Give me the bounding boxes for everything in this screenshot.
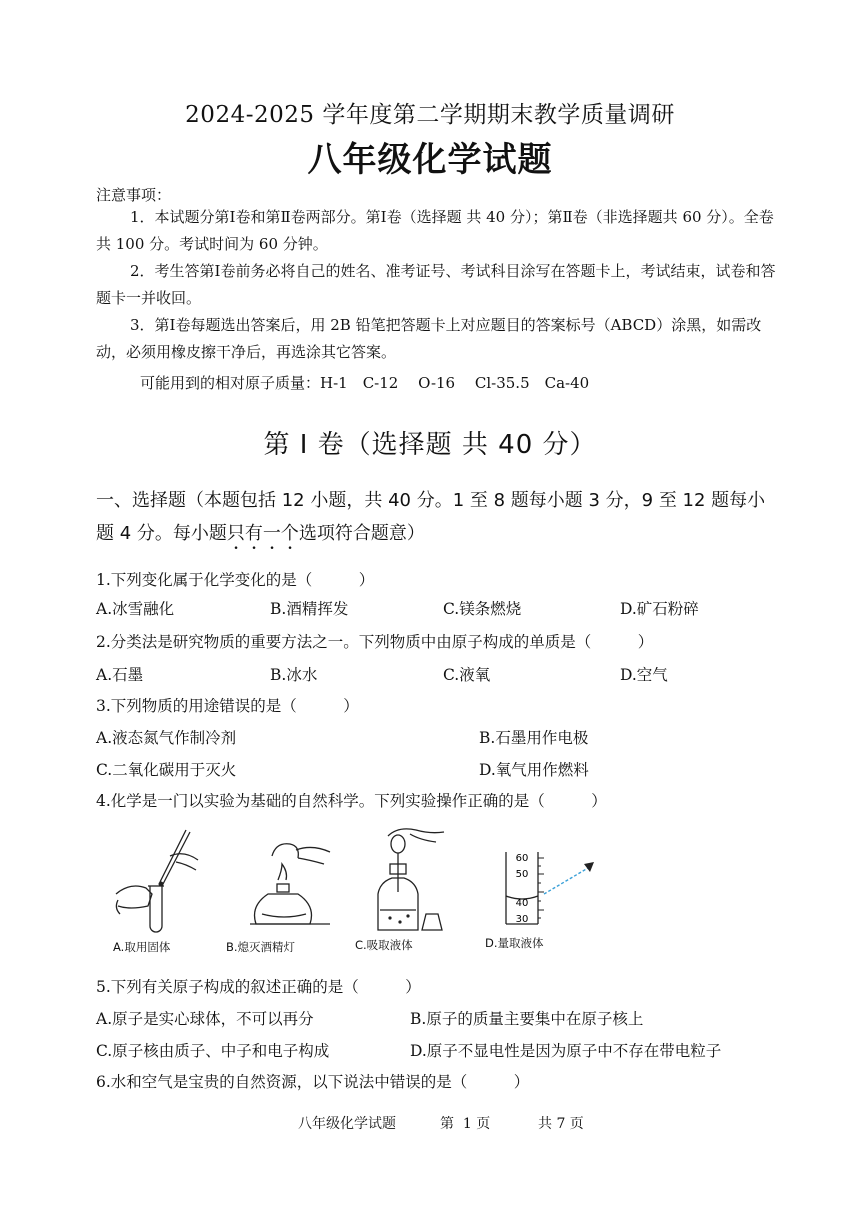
- note-item-1: 1．本试题分第Ⅰ卷和第Ⅱ卷两部分。第Ⅰ卷（选择题 共 40 分）；第Ⅱ卷（非选择题共 60 分）。全卷共 100 分。考试时间为 60 分钟。: [96, 208, 774, 253]
- caption-a: A.取用固体: [113, 940, 171, 954]
- q2-option-d: D.空气: [620, 666, 668, 684]
- tick-60: 60: [515, 853, 529, 864]
- q1-option-a: A.冰雪融化: [96, 600, 175, 618]
- question-1: 1.下列变化属于化学变化的是（ ）: [96, 571, 375, 589]
- part-instructions: 一、选择题（本题包括 12 小题，共 40 分。1 至 8 题每小题 3 分，9 至 12 题每小题 4 分。每小题只有一个选项符合题意）: [96, 490, 766, 544]
- emphasis-text: 只有一个: [226, 523, 299, 544]
- q2-option-b: B.冰水: [270, 666, 318, 684]
- q3-option-a: A.液态氮气作制冷剂: [96, 729, 237, 747]
- caption-b: B.熄灭酒精灯: [226, 940, 296, 954]
- atomic-masses: 可能用到的相对原子质量：H-1 C-12 O-16 Cl-35.5 Ca-40: [140, 374, 590, 392]
- q5-option-a: A.原子是实心球体，不可以再分: [96, 1010, 314, 1028]
- q3-option-b: B.石墨用作电极: [479, 729, 589, 747]
- question-4: 4.化学是一门以实验为基础的自然科学。下列实验操作正确的是（ ）: [96, 792, 607, 810]
- footer-subject: 八年级化学试题: [298, 1116, 396, 1132]
- section-title: 第 Ⅰ 卷（选择题 共 40 分）: [263, 430, 597, 460]
- footer-page: 第 1 页: [440, 1116, 491, 1132]
- question-3: 3.下列物质的用途错误的是（ ）: [96, 697, 359, 715]
- exam-title: 八年级化学试题: [307, 140, 553, 180]
- q1-option-d: D.矿石粉碎: [620, 600, 699, 618]
- question-5: 5.下列有关原子构成的叙述正确的是（ ）: [96, 978, 421, 996]
- q5-option-d: D.原子不显电性是因为原子中不存在带电粒子: [410, 1042, 722, 1060]
- q2-option-c: C.液氧: [443, 666, 491, 684]
- caption-d: D.量取液体: [485, 936, 544, 950]
- figure-d-measuring-cylinder: [498, 848, 602, 928]
- tick-50: 50: [515, 869, 529, 880]
- figure-b-alcohol-lamp: [242, 834, 338, 934]
- note-item-3: 3．第Ⅰ卷每题选出答案后，用 2B 铅笔把答题卡上对应题目的答案标号（ABCD）涂黑，如需改动，必须用橡皮擦干净后，再选涂其它答案。: [96, 316, 762, 361]
- tick-30: 30: [515, 914, 529, 925]
- exam-title-line1: 2024-2025 学年度第二学期期末教学质量调研: [185, 102, 675, 128]
- q5-option-b: B.原子的质量主要集中在原子核上: [410, 1010, 644, 1028]
- q1-option-b: B.酒精挥发: [270, 600, 349, 618]
- q1-option-c: C.镁条燃烧: [443, 600, 522, 618]
- figure-c-dropper: [370, 822, 450, 934]
- tick-40: 40: [515, 898, 529, 909]
- q3-option-c: C.二氧化碳用于灭火: [96, 761, 237, 779]
- q2-option-a: A.石墨: [96, 666, 144, 684]
- q5-option-c: C.原子核由质子、中子和电子构成: [96, 1042, 330, 1060]
- notes-heading: 注意事项：: [96, 186, 172, 204]
- question-6: 6.水和空气是宝贵的自然资源，以下说法中错误的是（ ）: [96, 1073, 530, 1091]
- caption-c: C.吸取液体: [355, 938, 413, 952]
- figure-a-take-solid: [108, 826, 208, 936]
- q3-option-d: D.氧气用作燃料: [479, 761, 589, 779]
- footer-total: 共 7 页: [538, 1116, 584, 1132]
- note-item-2: 2．考生答第Ⅰ卷前务必将自己的姓名、准考证号、考试科目涂写在答题卡上，考试结束，试卷和答题卡一并收回。: [96, 262, 776, 307]
- question-2: 2.分类法是研究物质的重要方法之一。下列物质中由原子构成的单质是（ ）: [96, 633, 654, 651]
